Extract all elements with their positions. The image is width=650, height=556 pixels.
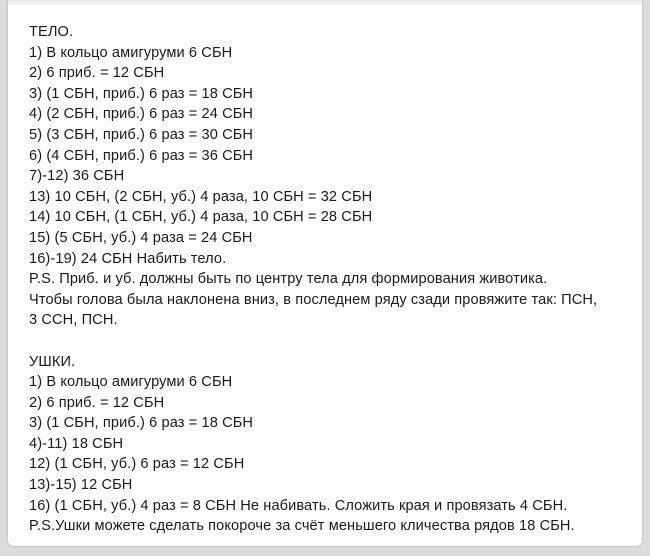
pattern-row: 2) 6 приб. = 12 СБН [29, 394, 165, 411]
pattern-row: 12) (1 СБН, уб.) 6 раз = 12 СБН [29, 456, 245, 473]
pattern-row: 1) В кольцо амигуруми 6 СБН [29, 374, 233, 391]
pattern-row: 13)-15) 12 СБН [29, 477, 133, 494]
pattern-row: 16) (1 СБН, уб.) 4 раз = 8 СБН Не набивать. Сложить края и провязать 4 СБН. [29, 497, 568, 514]
pattern-note: 3 ССН, ПСН. [29, 312, 118, 329]
section-title-body: ТЕЛО. [29, 24, 74, 40]
pattern-text [29, 22, 632, 537]
pattern-row: 7)-12) 36 СБН [29, 168, 125, 185]
pattern-row: 6) (4 СБН, приб.) 6 раз = 36 СБН [29, 147, 254, 164]
pattern-row: 4) (2 СБН, приб.) 6 раз = 24 СБН [29, 106, 254, 123]
pattern-row: 5) (3 СБН, приб.) 6 раз = 30 СБН [29, 126, 254, 143]
pattern-note: Чтобы голова была наклонена вниз, в последнем ряду сзади провяжите так: ПСН, [29, 291, 598, 308]
pattern-row: 3) (1 СБН, приб.) 6 раз = 18 СБН [29, 415, 254, 432]
pattern-row: 3) (1 СБН, приб.) 6 раз = 18 СБН [29, 85, 254, 102]
section-spacer [29, 331, 632, 352]
pattern-row: 2) 6 приб. = 12 СБН [29, 65, 165, 82]
pattern-row: 13) 10 СБН, (2 СБН, уб.) 4 раза, 10 СБН = 32 СБН [29, 188, 373, 205]
top-shadow [8, 0, 642, 6]
pattern-row: 15) (5 СБН, уб.) 4 раза = 24 СБН [29, 229, 253, 246]
message-card [8, 0, 642, 546]
pattern-row: 16)-19) 24 СБН Набить тело. [29, 250, 227, 267]
pattern-note: P.S. Приб. и уб. должны быть по центру тела для формирования животика. [29, 271, 548, 288]
section-title-ears: УШКИ. [29, 353, 76, 370]
pattern-row: 1) В кольцо амигуруми 6 СБН [29, 44, 233, 61]
pattern-row: 4)-11) 18 СБН [29, 435, 124, 452]
pattern-row: 14) 10 СБН, (1 СБН, уб.) 4 раза, 10 СБН = 28 СБН [29, 209, 373, 226]
pattern-note: P.S.Ушки можете сделать покороче за счёт меньшего кличества рядов 18 СБН. [29, 518, 575, 535]
